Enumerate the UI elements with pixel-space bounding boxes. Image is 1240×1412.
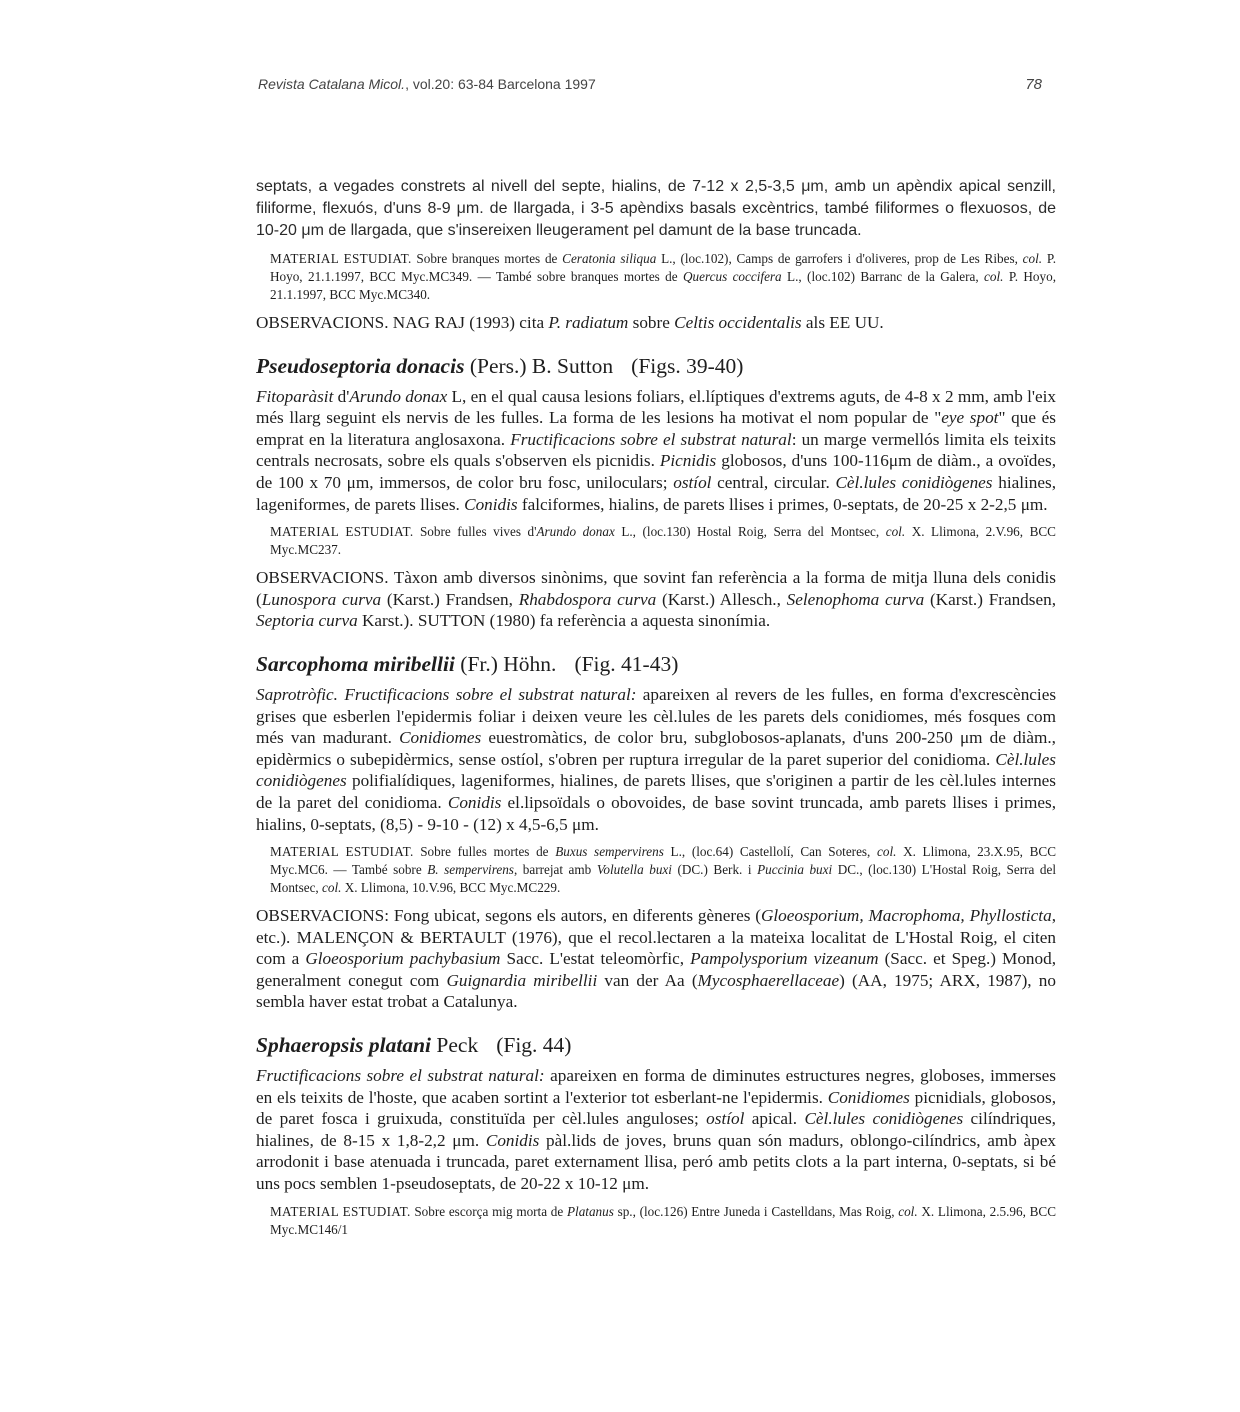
section-sarcophoma — [256, 650, 1056, 1013]
page-content — [256, 176, 1056, 1247]
material-paragraph: MATERIAL ESTUDIAT. Sobre escorça mig morta de Platanus sp., (loc.126) Entre Juneda i Castelldans, Mas Roig, col. X. Llimona, 2.5.96, BCC Myc.MC146/1 — [270, 1203, 1056, 1237]
page-number: 78 — [1025, 76, 1042, 93]
journal-title: Revista Catalana Micol. — [258, 76, 406, 92]
observations-paragraph: OBSERVACIONS. Tàxon amb diversos sinònims, que sovint fan referència a la forma de mitja lluna dels conidis (Lunospora curva (Karst.) Frandsen, Rhabdospora curva (Karst.) Allesch., Selenophoma curva (Karst.) Frandsen, Septoria curva Karst.). SUTTON (1980) fa referència a aquesta sinonímia. — [256, 568, 1056, 631]
observations-paragraph: OBSERVACIONS: Fong ubicat, segons els autors, en diferents gèneres (Gloeosporium, Macrophoma, Phyllosticta, etc.). MALENÇON & BERTAULT (1976), que el recol.lectaren a la mateixa localitat de L'Hostal Roig, el citen com a Gloeosporium pachybasium Sacc. L'estat teleomòrfic, Pampolysporium vizeanum (Sacc. et Speg.) Monod, generalment conegut com Guignardia miribellii van der Aa (Mycosphaerellaceae) (AA, 1975; ARX, 1987), no sembla haver estat trobat a Catalunya. — [256, 906, 1056, 1012]
intro-observations: OBSERVACIONS. NAG RAJ (1993) cita P. radiatum sobre Celtis occidentalis als EE UU. — [256, 313, 884, 332]
section-heading: Sphaeropsis platani Peck (Fig. 44) — [256, 1033, 572, 1058]
section-heading: Pseudoseptoria donacis (Pers.) B. Sutton (Figs. 39-40) — [256, 353, 744, 378]
journal-volume: , vol.20: 63-84 Barcelona 1997 — [405, 76, 596, 92]
section-sphaeropsis — [256, 1031, 1056, 1239]
intro-paragraph: septats, a vegades constrets al nivell del septe, hialins, de 7-12 x 2,5-3,5 μm, amb un apèndix apical senzill, filiforme, flexuós, d'uns 8-9 μm. de llargada, i 3-5 apèndixs basals excèntrics, també filiformes o flexuosos, de 10-20 μm de llargada, que s'insereixen lleugerament pel damunt de la base truncada. — [256, 178, 1056, 239]
description-paragraph: Fructificacions sobre el substrat natural: apareixen en forma de diminutes estructures negres, globoses, immerses en els teixits de l'hoste, que acaben sortint a l'exterior tot esberlant-ne l'epidermis. Conidiomes picnidials, globosos, de paret fosca i gruixuda, constituïda per cèl.lules anguloses; ostíol apical. Cèl.lules conidiògenes cilíndriques, hialines, de 8-15 x 1,8-2,2 μm. Conidis pàl.lids de joves, bruns quan són madurs, oblongo-cilíndrics, amb àpex arrodonit i base atenuada i truncada, paret externament llisa, peró amb petits clots a la part interna, 0-septats, si bé uns pocs semblen 1-pseudoseptats, de 20-22 x 10-12 μm. — [256, 1066, 1056, 1194]
section-pseudoseptoria — [256, 352, 1056, 632]
material-paragraph: MATERIAL ESTUDIAT. Sobre fulles vives d'Arundo donax L., (loc.130) Hostal Roig, Serra del Montsec, col. X. Llimona, 2.V.96, BCC Myc.MC237. — [270, 524, 1056, 558]
description-paragraph: Saprotròfic. Fructificacions sobre el substrat natural: apareixen al revers de les fulles, en forma d'excrescències grises que esberlen l'epidermis foliar i deixen veure les cèl.lules de les parets dels conidiomes, més fosques com més van madurant. Conidiomes euestromàtics, de color bru, subglobosos-aplanats, d'uns 200-250 μm de diàm., epidèrmics o subepidèrmics, sense ostíol, s'obren per ruptura irregular de la paret superior del conidioma. Cèl.lules conidiògenes polifialídiques, lageniformes, hialines, de parets llises, que s'originen a partir de les cèl.lules internes de la paret del conidioma. Conidis el.lipsoïdals o obovoides, de base sovint truncada, amb parets llises i primes, hialins, 0-septats, (8,5) - 9-10 - (12) x 4,5-6,5 μm. — [256, 684, 1057, 834]
running-header — [258, 76, 1042, 100]
intro-material: MATERIAL ESTUDIAT. Sobre branques mortes de Ceratonia siliqua L., (loc.102), Camps de garrofers i d'oliveres, prop de Les Ribes, col. P. Hoyo, 21.1.1997, BCC Myc.MC349. — També sobre branques mortes de Quercus coccifera L., (loc.102) Barranc de la Galera, col. P. Hoyo, 21.1.1997, BCC Myc.MC340. — [270, 251, 1057, 302]
section-heading: Sarcophoma miribellii (Fr.) Höhn. (Fig. 41-43) — [256, 651, 679, 676]
material-paragraph: MATERIAL ESTUDIAT. Sobre fulles mortes de Buxus sempervirens L., (loc.64) Castellolí, Can Soteres, col. X. Llimona, 23.X.95, BCC Myc.MC6. — També sobre B. sempervirens, barrejat amb Volutella buxi (DC.) Berk. i Puccinia buxi DC., (loc.130) L'Hostal Roig, Serra del Montsec, col. X. Llimona, 10.V.96, BCC Myc.MC229. — [270, 844, 1056, 896]
description-paragraph: Fitoparàsit d'Arundo donax L, en el qual causa lesions foliars, el.líptiques d'extrems aguts, de 4-8 x 2 mm, amb l'eix més llarg seguint els nervis de les fulles. La forma de les lesions ha motivat el nom popular de "eye spot" que és emprat en la literatura anglosaxona. Fructificacions sobre el substrat natural: un marge vermellós limita els teixits centrals necrosats, sobre els quals s'observen els picnidis. Picnidis globosos, d'uns 100-116μm de diàm., a ovoïdes, de 100 x 70 μm, immersos, de color bru fosc, uniloculars; ostíol central, circular. Cèl.lules conidiògenes hialines, lageniformes, de parets llises. Conidis falciformes, hialins, de parets llises i primes, 0-septats, de 20-25 x 2-2,5 μm. — [256, 386, 1057, 514]
